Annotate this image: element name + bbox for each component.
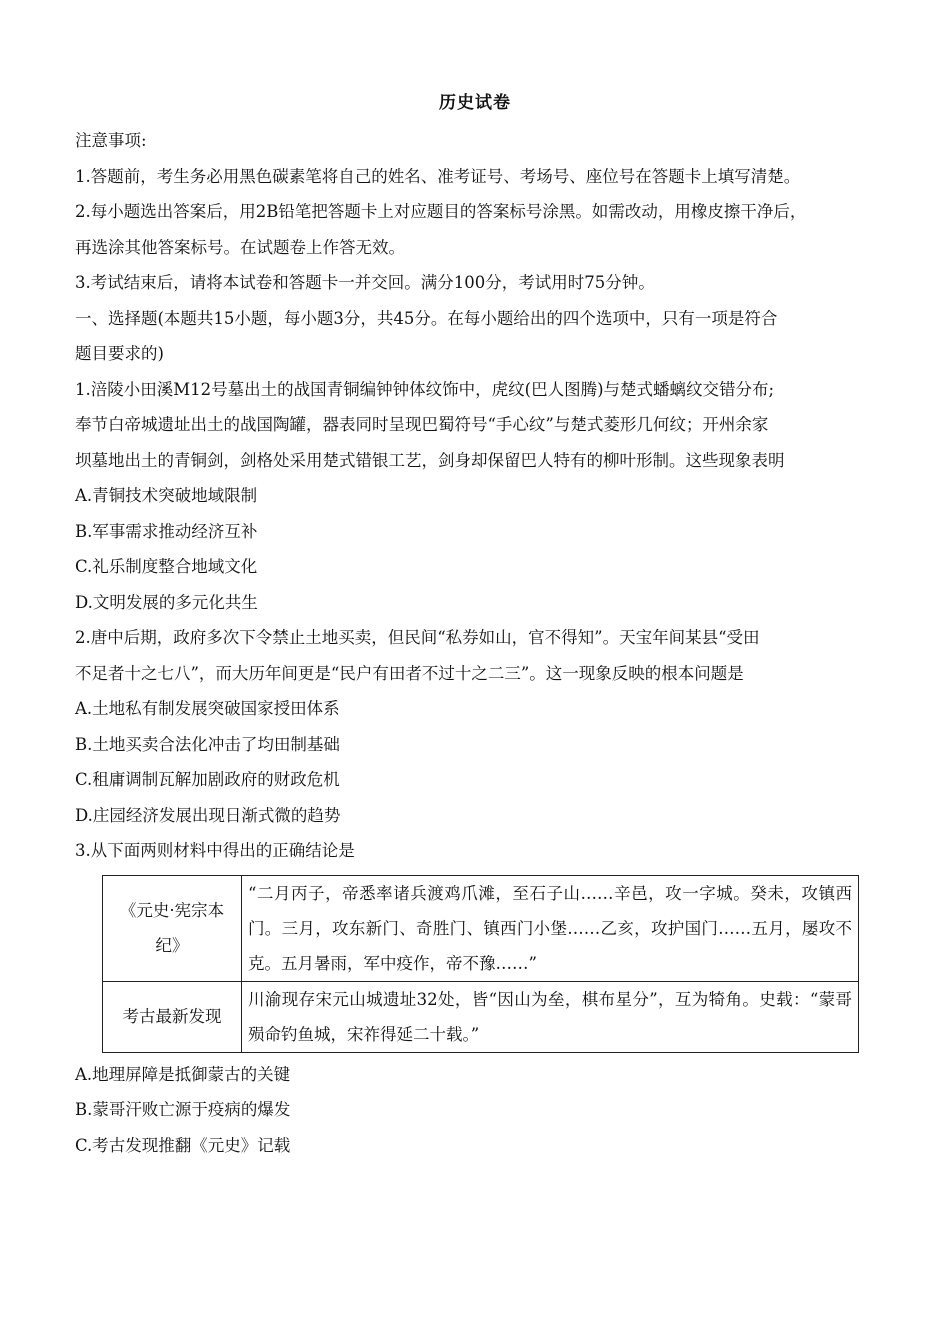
question-stem: 奉节白帝城遗址出土的战国陶罐，器表同时呈现巴蜀符号“手心纹”与楚式菱形几何纹；开州余家	[75, 415, 769, 434]
notice-item: 3.考试结束后，请将本试卷和答题卡一并交回。满分100分，考试用时75分钟。	[75, 273, 655, 292]
question-3	[75, 833, 885, 1163]
option-b: B.土地买卖合法化冲击了均田制基础	[75, 734, 340, 754]
exam-content	[75, 123, 885, 1163]
option-a: A.青铜技术突破地域限制	[75, 486, 258, 505]
notice-item: 2.每小题选出答案后，用2B铅笔把答题卡上对应题目的答案标号涂黑。如需改动，用橡皮擦干净后，	[75, 202, 807, 221]
question-stem: 2.唐中后期，政府多次下令禁止土地买卖，但民间“私券如山，官不得知”。天宝年间某县“受田	[75, 628, 760, 647]
option-c: C.考古发现推翻《元史》记载	[75, 1135, 291, 1155]
question-stem: 1.涪陵小田溪M12号墓出土的战国青铜编钟钟体纹饰中，虎纹(巴人图腾)与楚式蟠螭纹交错分布;	[75, 379, 775, 399]
page-title: 历史试卷	[439, 93, 511, 113]
option-c: C.礼乐制度整合地域文化	[75, 557, 258, 576]
table-row	[103, 981, 859, 1052]
question-2	[75, 620, 885, 833]
material-text: “二月丙子，帝悉率诸兵渡鸡爪滩，至石子山……辛邑，攻一字城。癸未，攻镇西门。三月，攻东新门、奇胜门、镇西门小堡……乙亥，攻护国门……五月，屡攻不克。五月暑雨，军中疫作，帝不豫……”	[242, 875, 859, 981]
option-d: D.文明发展的多元化共生	[75, 592, 258, 612]
material-table	[102, 875, 859, 1053]
option-b: B.军事需求推动经济互补	[75, 521, 258, 541]
section-heading: 一、选择题(本题共15小题，每小题3分，共45分。在每小题给出的四个选项中，只有一项是符合	[75, 308, 778, 328]
option-a: A.土地私有制发展突破国家授田体系	[75, 699, 340, 718]
option-b: B.蒙哥汗败亡源于疫病的爆发	[75, 1100, 291, 1119]
notice-heading: 注意事项:	[75, 131, 147, 150]
option-a: A.地理屏障是抵御蒙古的关键	[75, 1064, 291, 1084]
section-heading-cont: 题目要求的)	[75, 344, 164, 363]
option-d: D.庄园经济发展出现日渐式微的趋势	[75, 805, 341, 825]
question-1	[75, 372, 885, 621]
material-source: 《元史·宪宗本纪》	[103, 875, 242, 981]
option-c: C.租庸调制瓦解加剧政府的财政危机	[75, 770, 340, 789]
question-stem: 不足者十之七八”，而大历年间更是“民户有田者不过十之二三”。这一现象反映的根本问题是	[75, 663, 744, 683]
notice-item: 再选涂其他答案标号。在试题卷上作答无效。	[75, 237, 405, 257]
material-source: 考古最新发现	[103, 981, 242, 1052]
table-row	[103, 875, 859, 981]
question-stem: 3.从下面两则材料中得出的正确结论是	[75, 841, 355, 860]
material-text: 川渝现存宋元山城遗址32处，皆“因山为垒，棋布星分”，互为犄角。史载：“蒙哥殒命钓鱼城，宋祚得延二十载。”	[242, 981, 859, 1052]
question-stem: 坝墓地出土的青铜剑，剑格处采用楚式错银工艺，剑身却保留巴人特有的柳叶形制。这些现象表明	[75, 450, 785, 470]
notice-item: 1.答题前，考生务必用黑色碳素笔将自己的姓名、准考证号、考场号、座位号在答题卡上填写清楚。	[75, 166, 801, 186]
